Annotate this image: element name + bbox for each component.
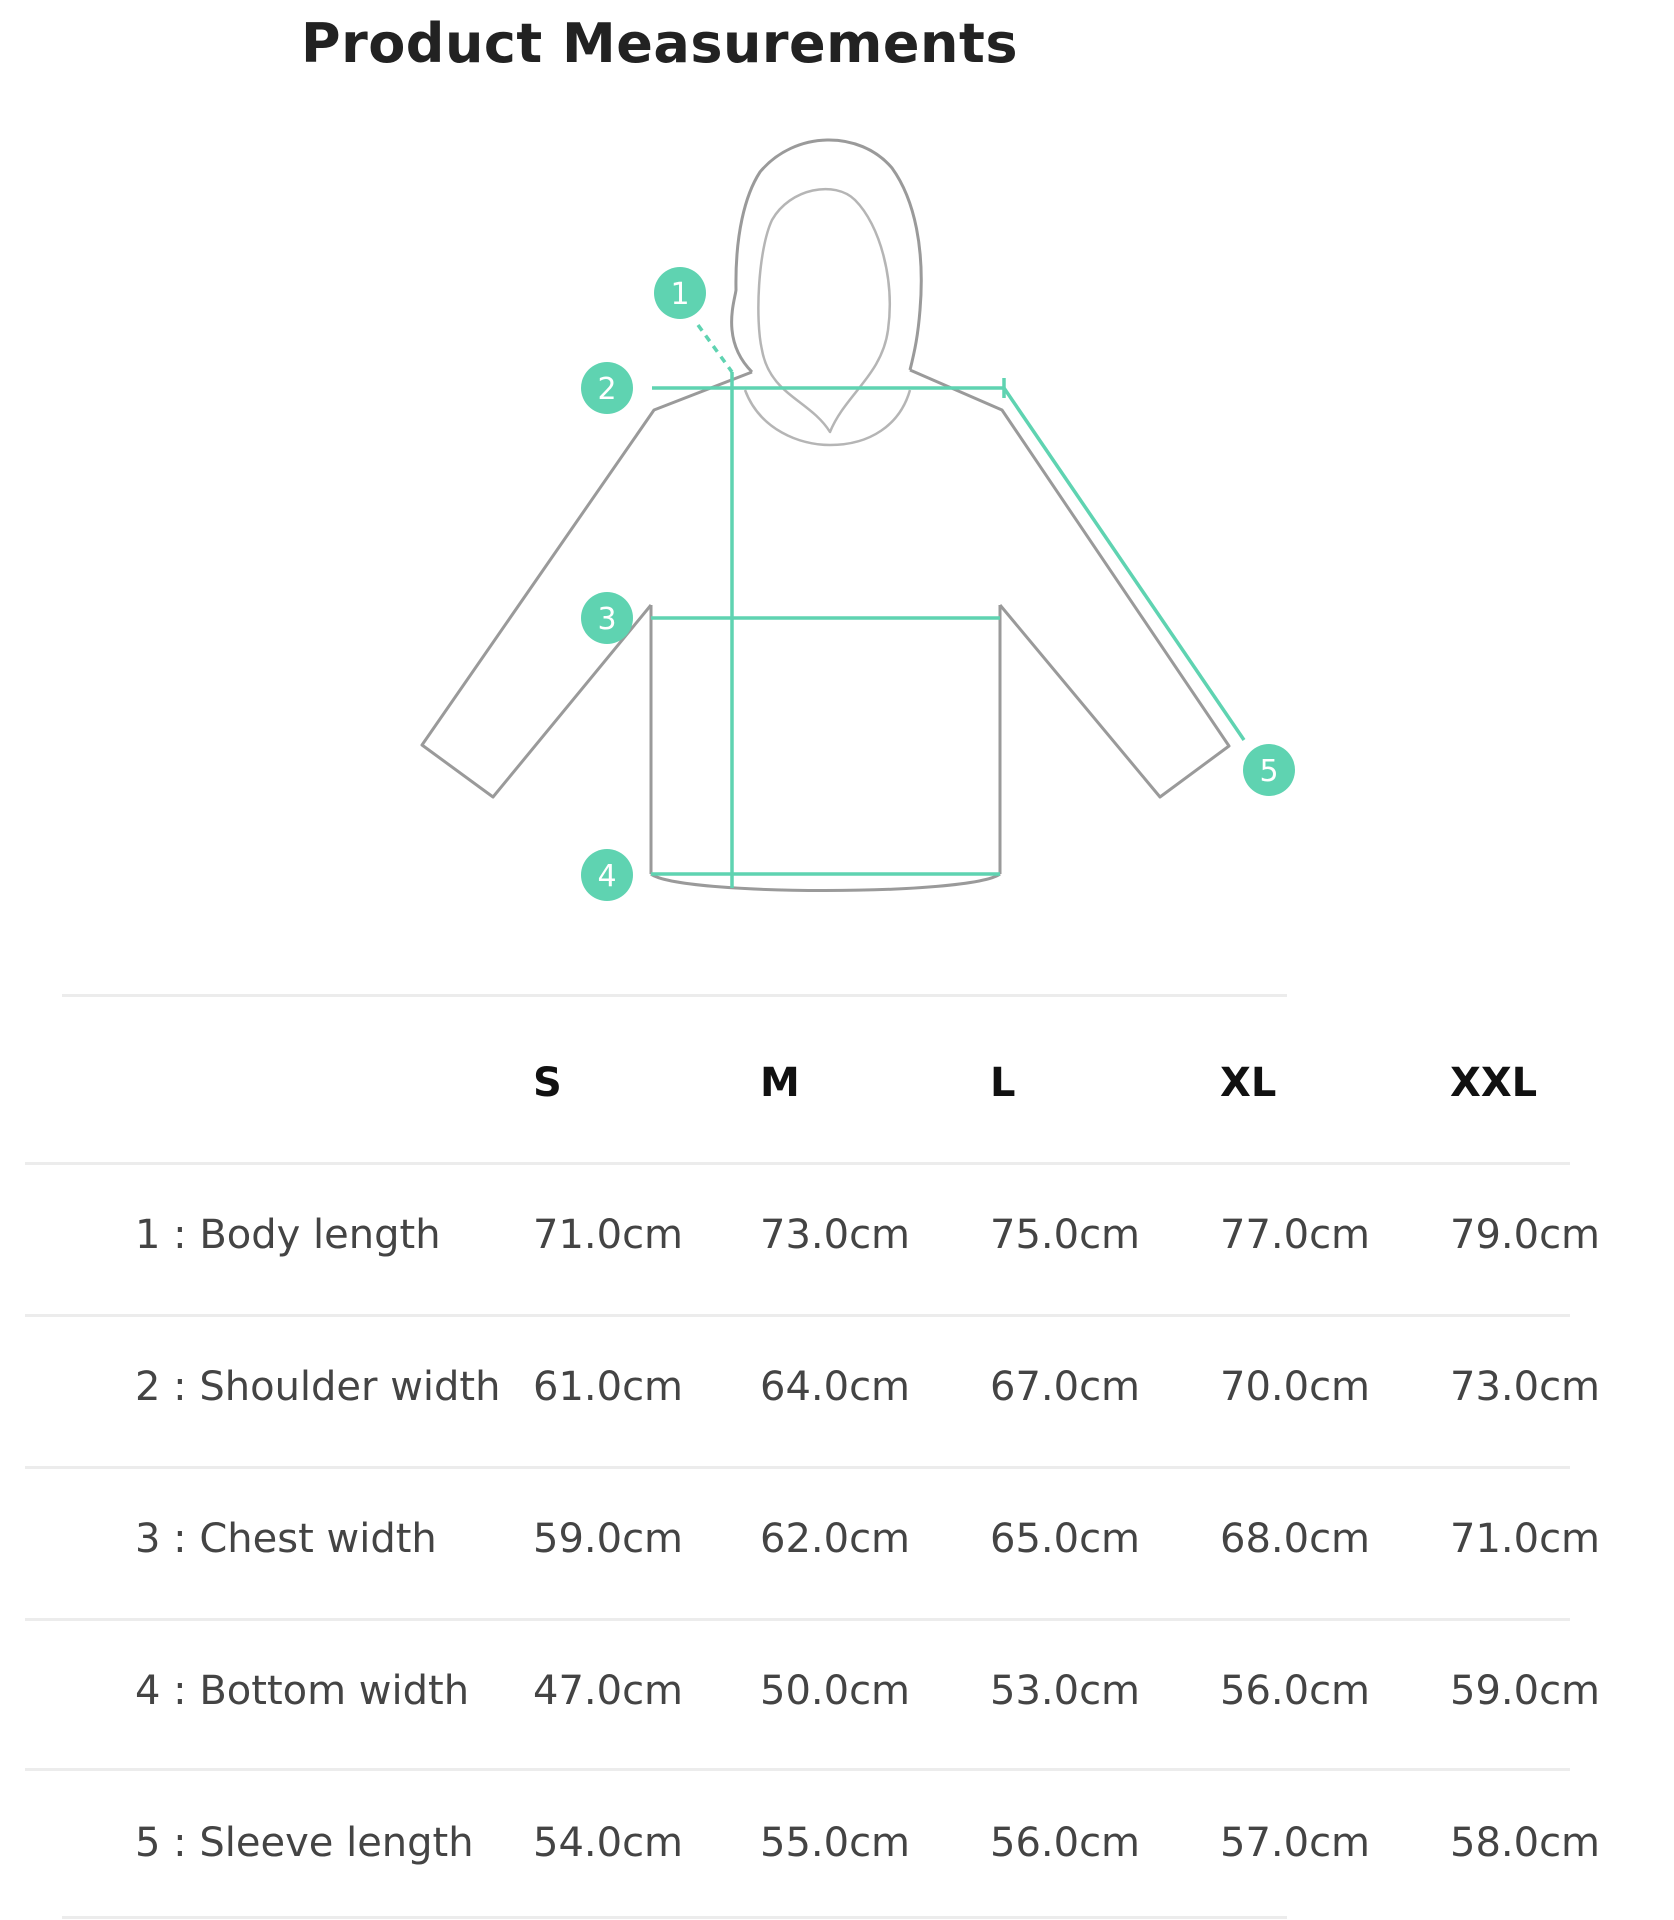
size-header-xl: XL (1220, 1060, 1277, 1106)
table-cell: 67.0cm (990, 1364, 1141, 1410)
body-length-leader (698, 325, 732, 372)
marker-4 (581, 849, 633, 901)
table-cell: 55.0cm (760, 1820, 911, 1866)
row-label-body-length: 1 : Body length (135, 1212, 441, 1258)
table-cell: 54.0cm (533, 1820, 684, 1866)
table-cell: 79.0cm (1450, 1212, 1601, 1258)
hoodie-outline (422, 140, 1229, 891)
marker-2 (581, 362, 633, 414)
table-cell: 71.0cm (533, 1212, 684, 1258)
table-cell: 59.0cm (1450, 1668, 1601, 1714)
table-cell: 75.0cm (990, 1212, 1141, 1258)
table-cell: 65.0cm (990, 1516, 1141, 1562)
table-cell: 58.0cm (1450, 1820, 1601, 1866)
page-title: Product Measurements (301, 12, 1018, 75)
measurement-lines (651, 325, 1244, 888)
svg-text:3: 3 (597, 602, 617, 637)
row-divider (25, 1466, 1570, 1469)
table-cell: 73.0cm (1450, 1364, 1601, 1410)
marker-5 (1243, 744, 1295, 796)
svg-text:4: 4 (597, 859, 617, 894)
table-cell: 50.0cm (760, 1668, 911, 1714)
svg-text:2: 2 (597, 372, 617, 407)
row-divider (25, 1314, 1570, 1317)
table-cell: 77.0cm (1220, 1212, 1371, 1258)
size-header-m: M (760, 1060, 800, 1106)
svg-text:5: 5 (1259, 754, 1279, 789)
table-cell: 56.0cm (990, 1820, 1141, 1866)
table-cell: 62.0cm (760, 1516, 911, 1562)
table-cell: 70.0cm (1220, 1364, 1371, 1410)
table-cell: 64.0cm (760, 1364, 911, 1410)
header-divider (25, 1162, 1570, 1165)
row-divider (25, 1768, 1570, 1771)
table-bottom-divider (62, 1916, 1287, 1919)
table-cell: 56.0cm (1220, 1668, 1371, 1714)
table-cell: 47.0cm (533, 1668, 684, 1714)
table-cell: 71.0cm (1450, 1516, 1601, 1562)
table-cell: 57.0cm (1220, 1820, 1371, 1866)
row-label-bottom-width: 4 : Bottom width (135, 1668, 470, 1714)
table-cell: 59.0cm (533, 1516, 684, 1562)
size-header-l: L (990, 1060, 1016, 1106)
marker-3 (581, 592, 633, 644)
table-top-divider (62, 994, 1287, 997)
row-label-chest-width: 3 : Chest width (135, 1516, 437, 1562)
row-label-sleeve-length: 5 : Sleeve length (135, 1820, 474, 1866)
table-cell: 53.0cm (990, 1668, 1141, 1714)
row-label-shoulder-width: 2 : Shoulder width (135, 1364, 501, 1410)
svg-text:1: 1 (670, 277, 690, 312)
size-header-s: S (533, 1060, 562, 1106)
size-header-xxl: XXL (1450, 1060, 1538, 1106)
table-cell: 68.0cm (1220, 1516, 1371, 1562)
row-divider (25, 1618, 1570, 1621)
sleeve-length-line (1004, 388, 1244, 740)
table-cell: 61.0cm (533, 1364, 684, 1410)
marker-1 (654, 267, 706, 319)
table-cell: 73.0cm (760, 1212, 911, 1258)
